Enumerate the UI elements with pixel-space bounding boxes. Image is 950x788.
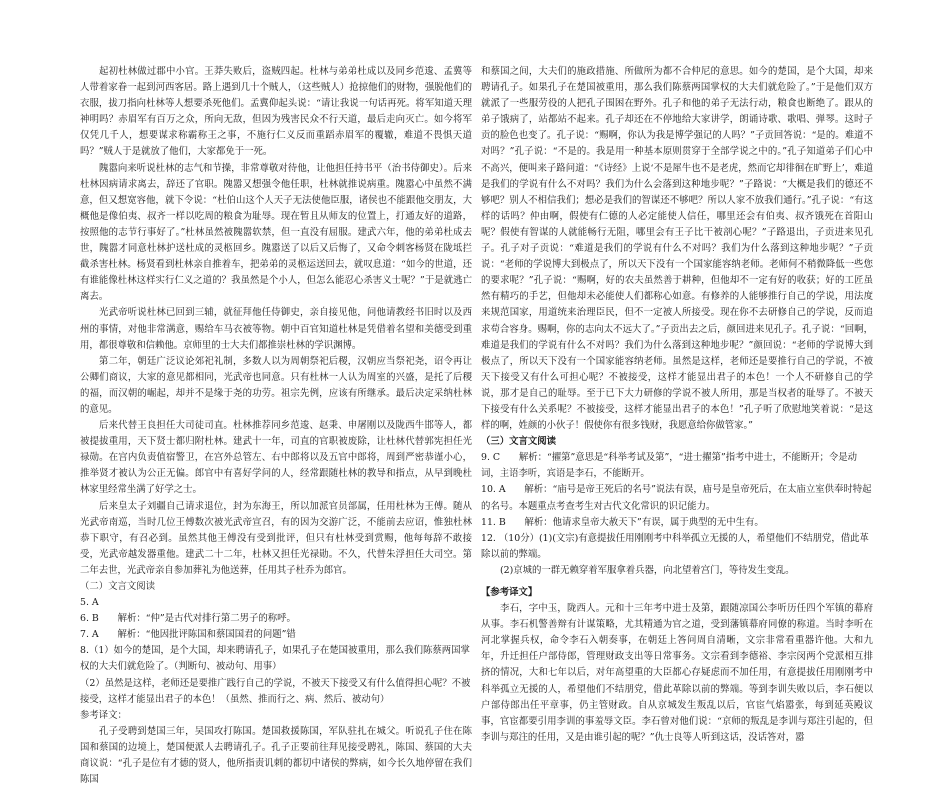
paragraph: 第二年，朝廷广泛议论郊祀礼制，多数人以为周朝祭祀后稷，汉朝应当祭祀尧，诏令再让公卿们商议，大家的意见都相同，光武帝也同意。只有杜林一人认为周室的兴盛，是托了后稷的福，而汉朝的崛起，却并不是缘于尧的功劳。祖宗先例，应该有所继承。最后决定采纳杜林的意见。 bbox=[80, 355, 472, 415]
section-heading: （三）文言文阅读 bbox=[481, 436, 557, 448]
answer-line: 10. A 解析：“庙号是帝王死后的名号”说法有误，庙号是皇帝死后，在太庙立室供奉时特起的名号。本题重点考查考生对古代文化常识的识记能力。 bbox=[481, 484, 872, 512]
answer-line: 6. B 解析：“仲”是古代对排行第二男子的称呼。 bbox=[80, 613, 296, 625]
answer-line: 11. B 解析：他请求皇帝大赦天下”有误，属于典型的无中生有。 bbox=[481, 516, 764, 528]
answer-line: 5. A bbox=[80, 597, 99, 609]
right-column bbox=[481, 64, 873, 746]
paragraph: 后来皇太子刘疆自己请求退位，封为东海王，所以加派官员部属，任用杜林为王傅。随从光武帝南巡，当时几位王傅数次被光武帝宣召，有的因为交游广泛，不能前去应诏，惟独杜林恭下职守，有召必到。虽然其他王傅没有受到批评，但只有杜林受到赏赐，他每每辞不敢接受，光武帝越发器重他。建武二十二年，杜林又担任光禄勋。不久，代替朱浮担任大司空。第二年去世，光武帝亲自参加葬礼为他送葬，任用其子杜乔为郎官。 bbox=[80, 500, 472, 576]
answer-line: (2)京城的一群无赖穿着军服拿着兵器，向北望着宫门，等待发生变乱。 bbox=[500, 564, 795, 576]
answer-line: 参考译文： bbox=[80, 709, 127, 721]
translation-text: 孔子受聘到楚国三年，吴国攻打陈国。楚国救援陈国，军队驻扎在城父。听说孔子住在陈国和蔡国的边境上，楚国便派人去聘请孔子。孔子正要前往拜见接受聘礼，陈国、蔡国的大夫商议说：“孔子是位有才德的贤人，他所指责讥刺的都切中诸侯的弊病，如今长久地停留在我们陈国 bbox=[80, 725, 472, 786]
answer-line: 9. C 解析：“擢第”意思是“科举考试及第”，“进士擢第”指考中进士，不能断开；令是动词，主语李听，宾语是李石，不能断开。 bbox=[481, 452, 857, 480]
answer-line: 12. （10分）(1)(文宗)有意提拔任用刚刚考中科举孤立无援的人，希望他们不结朋党，借此革除以前的弊端。 bbox=[481, 532, 869, 560]
paragraph: 起初杜林做过郡中小官。王莽失败后，盗贼四起。杜林与弟弟杜成以及同乡范逡、孟冀等人带着家眷一起到河西客居。路上遇到几十个贼人，（这些贼人）抢掠他们的财物，强脱他们的衣服，拔刀指向杜林等人想要杀死他们。孟冀仰起头说：“请让我说一句话再死。将军知道天理神明吗？赤眉军有百万之众，所向无敌，但因为残害民众不行天道，最后走向灭亡。如今将军仅凭几千人，想要谋求称霸称王之事，不施行仁义反而重蹈赤眉军的覆辙，难道不畏惧天道吗？”贼人于是就放了他们，大家都免于一死。 bbox=[80, 66, 472, 158]
answer-line: 8.（1）如今的楚国，是个大国，却来聘请孔子，如果孔子在楚国被重用，那么我们陈蔡两国掌权的大夫们就危险了。（判断句、被动句、用事） bbox=[80, 645, 470, 673]
translation-text: 和蔡国之间，大夫们的施政措施、所做所为都不合仲尼的意思。如今的楚国，是个大国，却来聘请孔子。如果孔子在楚国被重用，那么我们陈蔡两国掌权的大夫们就危险了。”于是他们双方就派了一些服劳役的人把孔子围困在野外。孔子和他的弟子无法行动，粮食也断绝了。跟从的弟子饿病了，站都站不起来。孔子却还在不停地给大家讲学，朗诵诗歌、歌唱、弹琴。这时子贡的脸色也变了。孔子说：“赐啊，你认为我是博学强记的人吗？”子贡回答说：“是的。难道不对吗？”孔子说：“不是的。我是用一种基本原则贯穿于全部学说之中的。”孔子知道弟子们心中不高兴，便叫来子路问道：“《诗经》上说‘不是犀牛也不是老虎，然而它却徘徊在旷野上’，难道是我们的学说有什么不对吗？我们为什么会落到这种地步呢？”子路说：“大概是我们的德还不够吧？别人不相信我们；想必是我们的智谋还不够吧？所以人家不放我们通行。”孔子说：“有这样的话吗？仲由啊，假使有仁德的人必定能使人信任，哪里还会有伯夷、叔齐饿死在首阳山呢？假使有智谋的人就能畅行无阻，哪里会有王子比干被剖心呢？”子路退出，子贡进来见孔子。孔子对子贡说：“难道是我们的学说有什么不对吗？我们为什么落到这种地步呢？”子贡说：“老师的学说博大到极点了，所以天下没有一个国家能容纳老师。老师何不稍微降低一些您的要求呢？”孔子说：“赐啊，好的农夫虽然善于耕种，但他却不一定有好的收获；好的工匠虽然有精巧的手艺，但他却未必能使人们都称心如意。有修养的人能够推行自己的学说，用法度来规范国家，用道统来治理臣民，但不一定被人所接受。现在你不去研修自己的学说，反而追求苟合容身。赐啊，你的志向太不远大了。”子贡出去之后，颜回进来见孔子。孔子说：“回啊，难道是我们的学说有什么不对吗？我们为什么落到这种地步呢？”颜回说：“老师的学说博大到极点了，所以天下没有一个国家能容纳老师。虽然是这样，老师还是要推行自己的学说，不被天下接受又有什么可担心呢？不被接受，这样才能显出君子的本色！一个人不研修自己的学说，那才是自己的耻辱。至于已下大力研修的学说不被人所用，那是当权者的耻辱了。不被天下接受有什么关系呢？不被接受，这样才能显出君子的本色！”孔子听了欣慰地笑着说：“是这样的啊，姓颜的小伙子！假使你有很多钱财，我愿意给你做管家。” bbox=[481, 66, 873, 432]
paragraph: 隗嚣向来听说杜林的志气和节操，非常尊敬对待他，让他担任持书平（治书侍御史）。后来杜林因病请求离去，辞还了官职。隗嚣又想强令他任职，杜林就推说病重。隗嚣心中虽然不满意，但又想宽容他，就下令说：“杜伯山这个人天子无法使他臣服，诸侯也不能跟他交朋友，大概他是像伯夷、叔齐一样以吃周的粮食为耻辱。现在暂且从师友的位置上，打通友好的道路，按照他的志节行事好了。”杜林虽然被隗嚣软禁，但一直没有屈服。建武六年，他的弟弟杜成去世，隗嚣才同意杜林护送杜成的灵柩回乡。隗嚣送了以后又后悔了，又命令刺客杨贤在陇坻拦截杀害杜林。杨贤看到杜林亲自推着车，把弟弟的灵柩运送回去，就叹息道：“如今的世道，还有谁能像杜林这样实行仁义之道的？我虽然是个小人，但怎么能忍心杀害义士呢？”于是就逃亡离去。 bbox=[80, 162, 472, 303]
paragraph: 后来代替王良担任大司徒司直。杜林推荐同乡范逡、赵秉、申屠刚以及陇西牛邯等人，都被提拔重用，天下贤士都归附杜林。建武十一年，司直的官职被废除，让杜林代替郭宪担任光禄勋。在宫内负责值宿警卫，在宫外总管左、右中郎将以及五官中郎将，周到严密恭谨小心，推举贤才被认为公正无偏。郎官中有喜好学问的人，经常跟随杜林的教导和指点，从早到晚杜林家里经常坐满了好学之士。 bbox=[80, 420, 472, 496]
paragraph: 光武帝听说杜林已回到三辅，就征拜他任侍御史，亲自接见他，问他请教经书旧时以及西州的事情，对他非常满意，赐给车马衣被等物。朝中百官知道杜林是凭借着名望和美德受到重用，都很尊敬和信赖他。京师里的士大夫们都推崇杜林的学识渊博。 bbox=[80, 307, 472, 351]
section-heading: （二）文言文阅读 bbox=[80, 581, 156, 592]
reference-title: 【参考译文】 bbox=[481, 587, 538, 598]
reference-translation: 李石，字中玉，陇西人。元和十三年考中进士及第，跟随凉国公李听历任四个军镇的幕府从事。李石机警善辩有计谋策略，尤其精通为官之道，受到藩镇幕府同僚的称道。当时李听在河北掌握兵权，命令李石入朝奏事，在朝廷上答问周自清晰，文宗非常看重器许他。大和九年，升迁担任户部侍郎，管理财政支出等日常事务。文宗看到李德裕、李宗闵两个党派相互排挤的情况，大和七年以后，对年高望重的大臣都心存疑虑而不加任用，有意提拔任用刚刚考中科举孤立无援的人，希望他们不结朋党，借此革除以前的弊端。等到李训失败以后，李石便以户部侍郎出任平章事，仍主管财政。自从京城发生叛乱以后，官宦气焰嚣张，每到延英殿议事，官宦都要引用李训的事羞辱文臣。李石曾对他们说：“京师的叛乱是李训与郑注引起的，但李训与郑注的任用，又是由谁引起的呢？”仇士良等人听到这话，没话答对，嚣 bbox=[481, 603, 873, 743]
left-column bbox=[80, 64, 472, 788]
answer-line: 7. A 解析：“他因批评陈国和蔡国国君的问题”错 bbox=[80, 629, 296, 641]
answer-line: （2）虽然是这样，老师还是要推广践行自己的学说，不被天下接受又有什么值得担心呢？不被接受，这样才能显出君子的本色！（虽然、推而行之、病、然后、被动句） bbox=[80, 677, 471, 705]
